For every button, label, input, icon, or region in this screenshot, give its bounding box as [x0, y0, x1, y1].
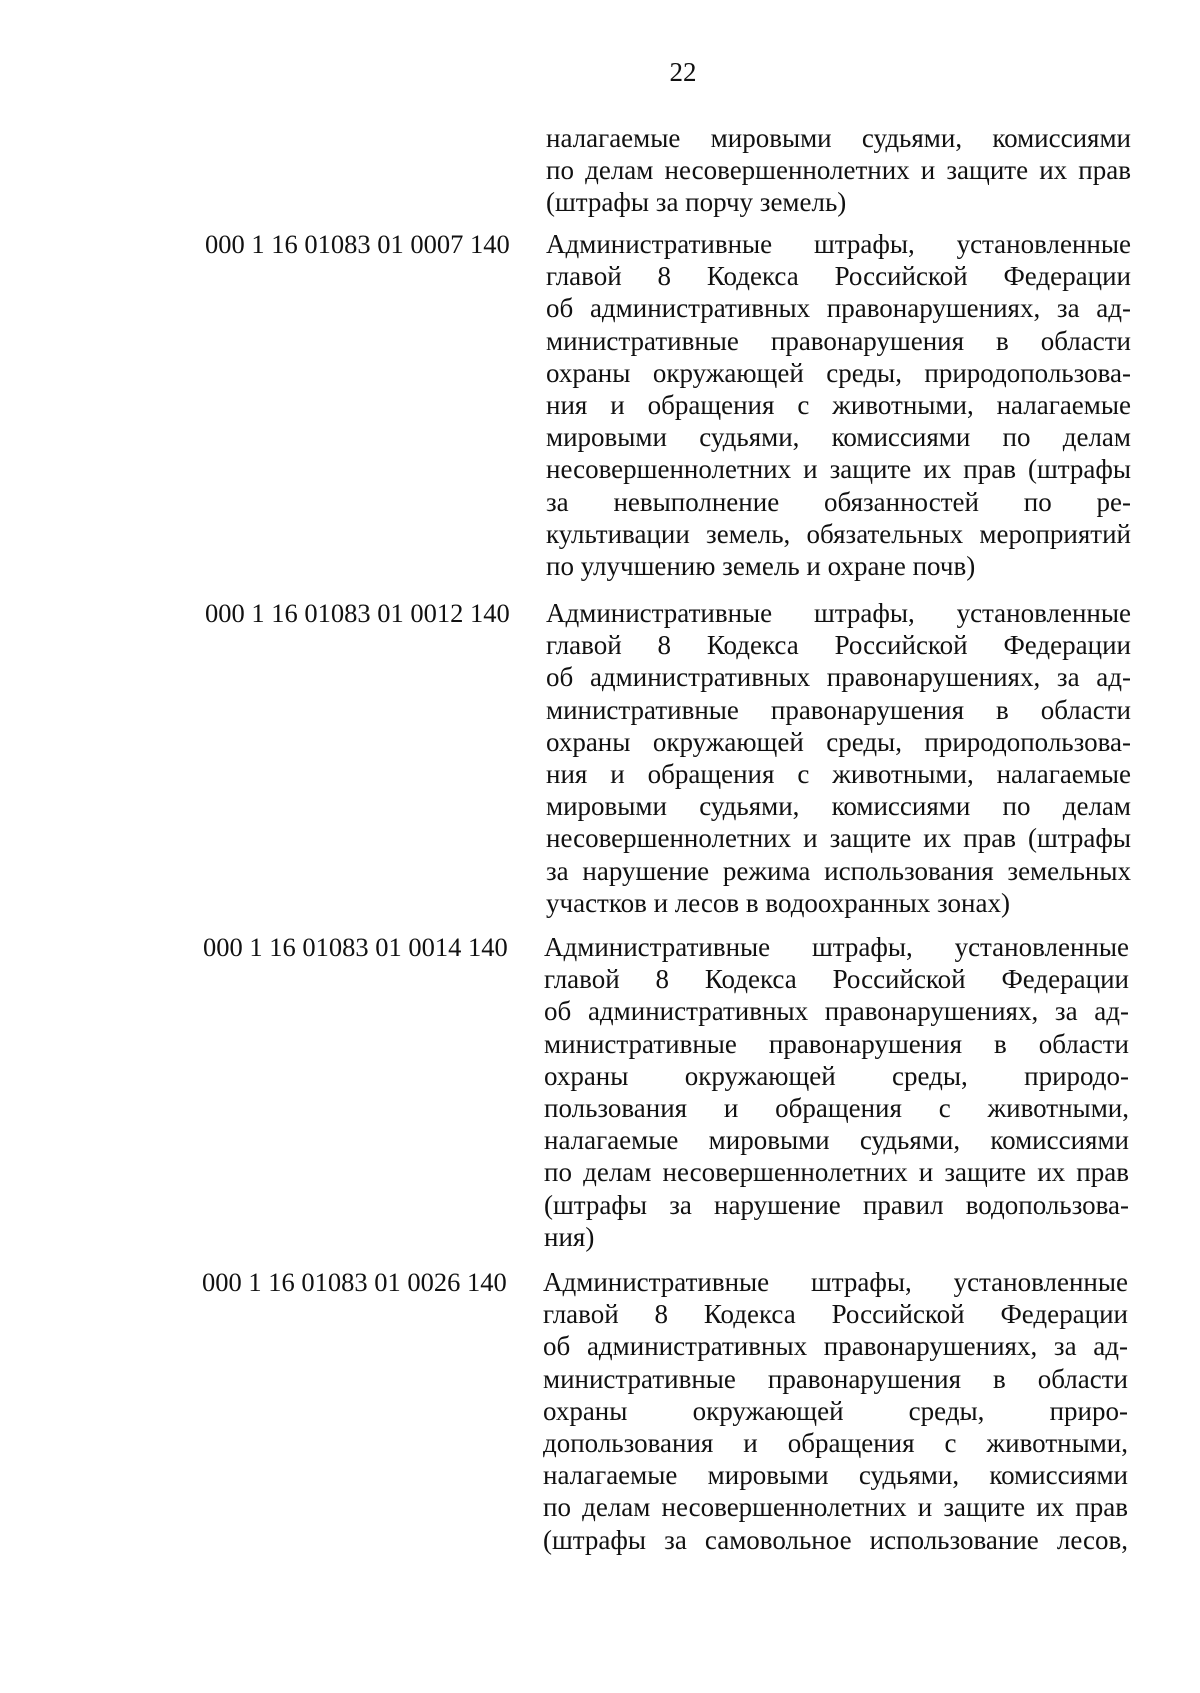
- description-line: охраны окружающей среды, природопользова-: [546, 357, 1131, 388]
- description-line: главой 8 Кодекса Российской Федерации: [544, 964, 1129, 995]
- description-line: налагаемые мировыми судьями, комиссиями: [544, 1125, 1129, 1156]
- entry-description: [544, 931, 1129, 1253]
- budget-classification-code: 000 1 16 01083 01 0026 140: [202, 1267, 507, 1297]
- entry-description: [546, 228, 1131, 582]
- description-line: допользования и обращения с животными,: [543, 1427, 1128, 1458]
- description-line: несовершеннолетних и защите их прав (штрафы: [546, 454, 1131, 485]
- description-line: за невыполнение обязанностей по ре-: [546, 486, 1131, 517]
- page-number: 22: [669, 57, 697, 87]
- description-line: охраны окружающей среды, природо-: [544, 1060, 1129, 1091]
- description-line: (штрафы за самовольное использование лесов,: [543, 1524, 1128, 1555]
- budget-classification-code: 000 1 16 01083 01 0014 140: [203, 932, 508, 962]
- description-line: ния и обращения с животными, налагаемые: [546, 758, 1131, 789]
- description-line: министративные правонарушения в области: [543, 1363, 1128, 1394]
- description-line: пользования и обращения с животными,: [544, 1092, 1129, 1123]
- description-line: по делам несовершеннолетних и защите их прав: [543, 1492, 1128, 1523]
- description-line: охраны окружающей среды, приро-: [543, 1395, 1128, 1426]
- budget-classification-code: 000 1 16 01083 01 0007 140: [205, 229, 510, 259]
- description-line: об административных правонарушениях, за ад-: [544, 996, 1129, 1027]
- description-line: Административные штрафы, установленные: [546, 229, 1131, 259]
- description-line: главой 8 Кодекса Российской Федерации: [543, 1299, 1128, 1330]
- description-line: (штрафы за порчу земель): [546, 187, 847, 218]
- description-line: главой 8 Кодекса Российской Федерации: [546, 261, 1131, 292]
- description-line: культивации земель, обязательных мероприятий: [546, 518, 1131, 549]
- description-line: главой 8 Кодекса Российской Федерации: [546, 630, 1131, 661]
- description-line: Административные штрафы, установленные: [543, 1267, 1128, 1297]
- description-line: по улучшению земель и охране почв): [546, 550, 976, 581]
- description-line: налагаемые мировыми судьями, комиссиями: [543, 1460, 1128, 1491]
- description-line: мировыми судьями, комиссиями по делам: [546, 791, 1131, 822]
- description-line: участков и лесов в водоохранных зонах): [546, 887, 1010, 918]
- description-line: налагаемые мировыми судьями, комиссиями: [546, 123, 1131, 153]
- description-line: за нарушение режима использования земельных: [546, 855, 1131, 886]
- entry-description: [543, 1266, 1128, 1556]
- description-line: об административных правонарушениях, за ад-: [546, 293, 1131, 324]
- description-line: ния и обращения с животными, налагаемые: [546, 389, 1131, 420]
- entry-description: [546, 597, 1131, 919]
- description-line: Административные штрафы, установленные: [546, 598, 1131, 628]
- description-line: министративные правонарушения в области: [546, 325, 1131, 356]
- description-line: Административные штрафы, установленные: [544, 932, 1129, 962]
- description-line: об административных правонарушениях, за ад-: [543, 1331, 1128, 1362]
- description-line: (штрафы за нарушение правил водопользова-: [544, 1189, 1129, 1220]
- description-line: об административных правонарушениях, за ад-: [546, 662, 1131, 693]
- description-line: министративные правонарушения в области: [544, 1028, 1129, 1059]
- description-line: охраны окружающей среды, природопользова-: [546, 726, 1131, 757]
- description-line: министративные правонарушения в области: [546, 694, 1131, 725]
- description-line: по делам несовершеннолетних и защите их прав: [544, 1157, 1129, 1188]
- budget-classification-code: 000 1 16 01083 01 0012 140: [205, 598, 510, 628]
- description-line: мировыми судьями, комиссиями по делам: [546, 422, 1131, 453]
- description-line: по делам несовершеннолетних и защите их прав: [546, 155, 1131, 186]
- description-line: несовершеннолетних и защите их прав (штрафы: [546, 823, 1131, 854]
- description-line: ния): [544, 1221, 595, 1252]
- entry-description: [546, 122, 1131, 219]
